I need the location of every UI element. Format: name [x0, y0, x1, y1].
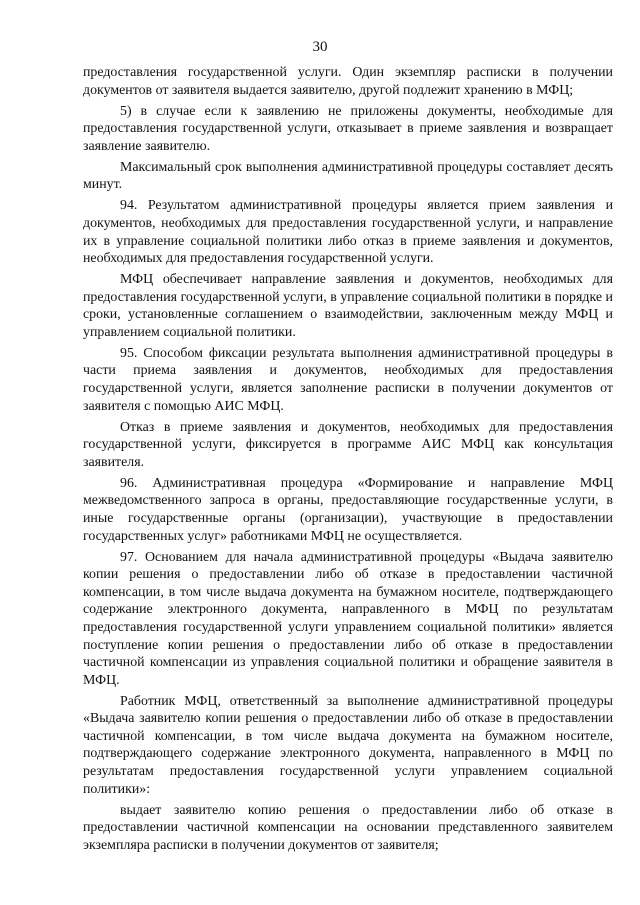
paragraph-issues-copy: выдает заявителю копию решения о предоставлении либо об отказе в предоставлении частичной компенсации на основании представленного заявителем экземпляра расписки в получении документов от заявителя; [83, 802, 613, 853]
paragraph-94: 94. Результатом административной процедуры является прием заявления и документов, необходимых для предоставления государственной услуги, и направление их в управление социальной политики либо отказ в приеме заявления и документов, необходимых для предоставления государственной услуги. [83, 198, 613, 267]
document-body [83, 64, 613, 858]
paragraph-97: 97. Основанием для начала административной процедуры «Выдача заявителю копии решения о предоставлении либо об отказе в предоставлении частичной компенсации, в том числе выдача документа на бумажном носителе, подтверждающего содержание электронного документа, направленного в МФЦ по результатам предоставления государственной услуги управлением социальной политики» является поступление копии решения о предоставлении либо об отказе в предоставлении частичной компенсации из управления социальной политики и обращение заявителя в МФЦ. [83, 549, 613, 688]
page-number: 30 [312, 39, 328, 55]
paragraph-max-time: Максимальный срок выполнения административной процедуры составляет десять минут. [83, 159, 613, 193]
paragraph-item-5: 5) в случае если к заявлению не приложены документы, необходимые для предоставления государственной услуги, отказывает в приеме заявления и возвращает заявление заявителю. [83, 103, 613, 154]
paragraph-96: 96. Административная процедура «Формирование и направление МФЦ межведомственного запроса в органы, предоставляющие государственные услуги, в иные государственные органы (организации), участвующие в предоставлении государственных услуг» работниками МФЦ не осуществляется. [83, 475, 613, 544]
paragraph-mfc-sends: МФЦ обеспечивает направление заявления и документов, необходимых для предоставления государственной услуги, в управление социальной политики в порядке и сроки, установленные соглашением о взаимодействии, заключенным между МФЦ и управлением социальной политики. [83, 272, 613, 340]
paragraph-95: 95. Способом фиксации результата выполнения административной процедуры в части приема заявления и документов, необходимых для предоставления государственной услуги, является заполнение расписки в получении документов от заявителя с помощью АИС МФЦ. [83, 345, 613, 414]
paragraph-mfc-worker: Работник МФЦ, ответственный за выполнение административной процедуры «Выдача заявителю копии решения о предоставлении либо об отказе в предоставлении частичной компенсации, в том числе выдача документа на бумажном носителе, подтверждающего содержание электронного документа, направленного в МФЦ по результатам предоставления государственной услуги управлением социальной политики»: [83, 693, 613, 797]
paragraph-continued: предоставления государственной услуги. Один экземпляр расписки в получении документов от заявителя выдается заявителю, другой подлежит хранению в МФЦ; [83, 65, 613, 98]
paragraph-refusal: Отказ в приеме заявления и документов, необходимых для предоставления государственной услуги, фиксируется в программе АИС МФЦ как консультация заявителя. [83, 419, 613, 470]
